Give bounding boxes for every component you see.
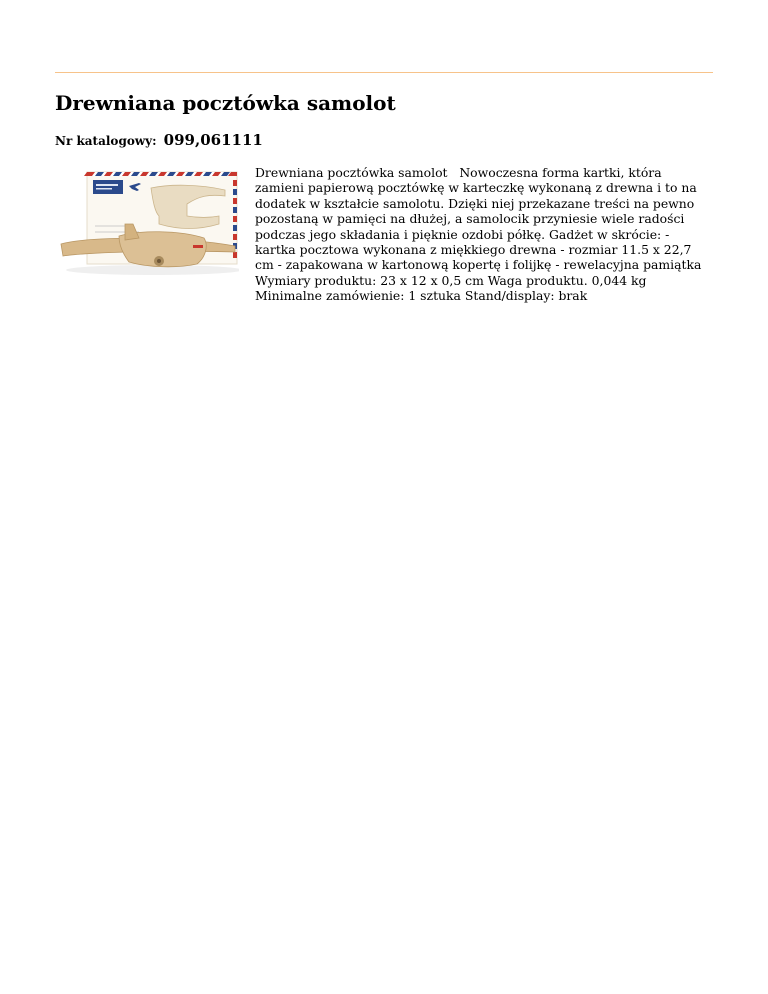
airplane-postcard-illustration bbox=[59, 166, 239, 278]
top-divider bbox=[55, 72, 713, 73]
catalog-number: 099,061111 bbox=[163, 131, 263, 149]
product-description: Drewniana pocztówka samolot Nowoczesna forma kartki, która zamieni papierową pocztówkę w karteczkę wykonaną z drewna i to na dodatek w kształcie samolotu. Dzięki niej przekazane treści na pewno pozostaną w pamięci na dłużej, a samolocik przyniesie wiele radości podczas jego składania i pięknie ozdobi półkę. Gadżet w skrócie: - kartka pocztowa wykonana z miękkiego drewna - rozmiar 11.5 x 22,7 cm - zapakowana w kartonową kopertę i folijkę - rewelacyjna pamiątka Wymiary produktu: 23 x 12 x 0,5 cm Waga produktu. 0,044 kg Minimalne zamówienie: 1 sztuka Stand/display: brak bbox=[255, 165, 714, 304]
page-title: Drewniana pocztówka samolot bbox=[55, 91, 396, 115]
catalog-number-row bbox=[55, 130, 263, 149]
catalog-label: Nr katalogowy: bbox=[55, 134, 157, 148]
wooden-airplane-postcard-image bbox=[59, 166, 239, 278]
